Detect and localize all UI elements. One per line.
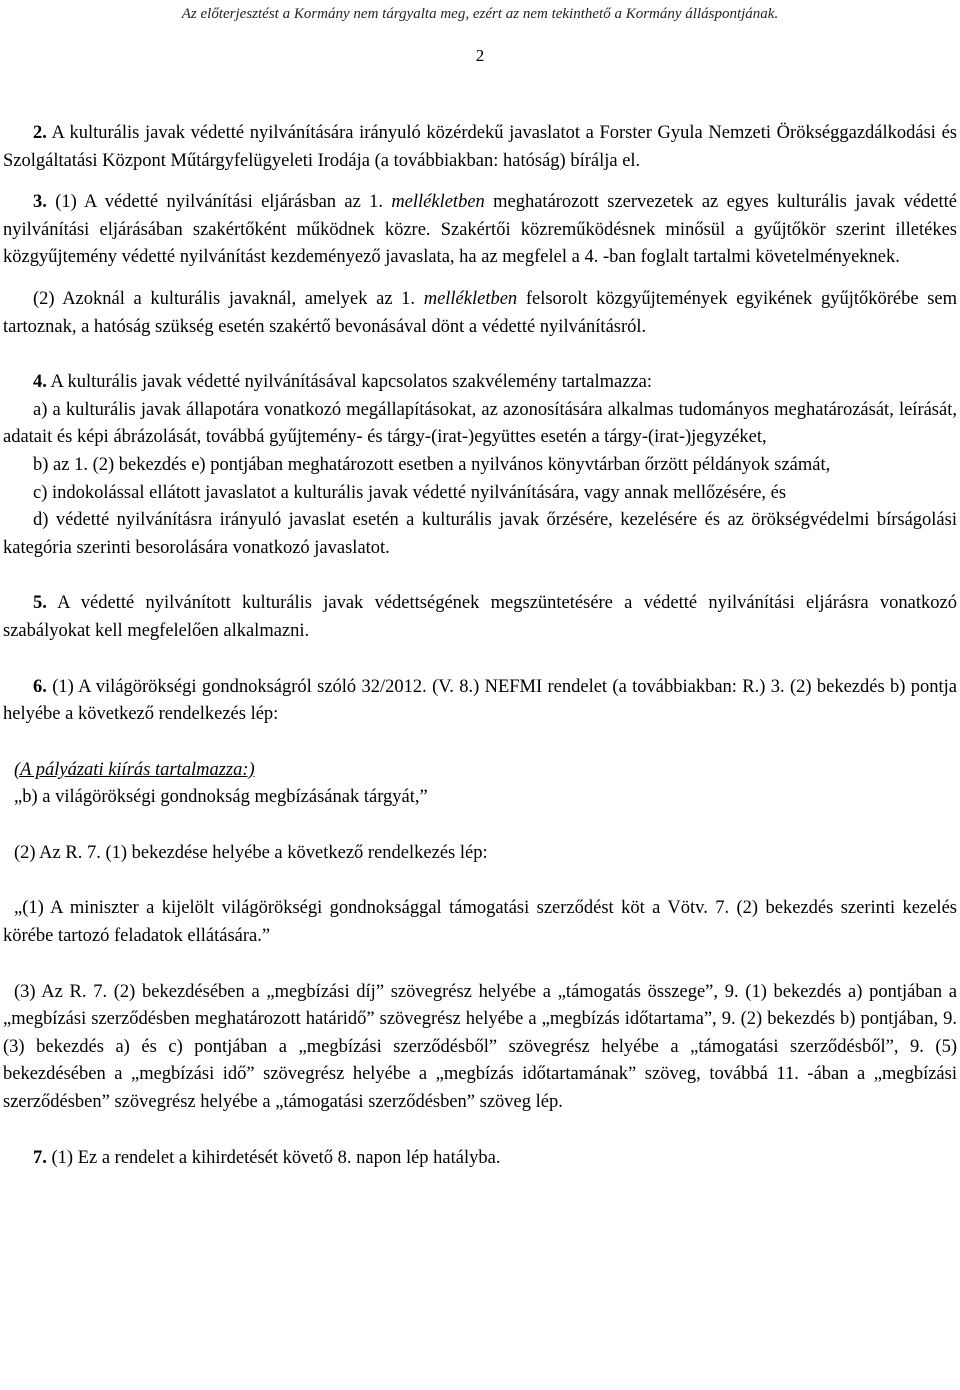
section-6-paragraph-2: (2) Az R. 7. (1) bekezdése helyébe a következő rendelkezés lép: <box>14 842 488 863</box>
section-number: 4. <box>33 372 47 393</box>
section-number: 2. <box>33 123 47 143</box>
section-text: A kulturális javak védetté nyilvánításával kapcsolatos szakvélemény tartalmazza: <box>46 372 653 393</box>
section-text: (1) Ez a rendelet a kihirdetését követő 8. napon lép hatályba. <box>46 1147 501 1168</box>
section-text: meghatározott szervezetek az egyes kulturális javak védetté nyilvánítási eljárásában szakértőként működnek közre. Szakértői közreműködésnek minősül a gyűjtőkör szerint illetékes közgyűjtemény védetté nyilvánítást kezdeményező javaslata, ha az megfelel a 4. -ban foglalt tartalmi követelményeknek. <box>3 192 957 268</box>
section-2 <box>3 120 957 175</box>
draft-disclaimer-header: Az előterjesztést a Kormány nem tárgyalta meg, ezért az nem tekinthető a Kormány álláspontjának. <box>181 6 779 22</box>
section-3-paragraph-2 <box>3 286 957 341</box>
section-6-context <box>3 757 957 785</box>
section-5 <box>3 590 957 645</box>
section-4-intro <box>3 369 957 397</box>
section-text: A kulturális javak védetté nyilvánítására irányuló közérdekű javaslatot a Forster Gyula Nemzeti Örökséggazdálkodási és Szolgáltatási Központ Műtárgyfelügyeleti Irodája (a továbbiakban: hatóság) bírálja el. <box>3 123 957 171</box>
section-6-paragraph-3: (3) Az R. 7. (2) bekezdésében a „megbízási díj” szövegrész helyébe a „támogatás összege”, 9. (1) bekezdés a) pontjában a „megbízási szerződésben meghatározott határidő” szövegrész helyébe a „megbízás időtartama”, 9. (2) bekezdés b) pontjában, 9. (3) bekezdés a) és c) pontjában a „megbízási szerződésből” szövegrész helyébe a „támogatási szerződésből”, 9. (5) bekezdésében a „megbízási idő” szövegrész helyébe a „megbízás időtartamának” szöveg, továbbá 11. -ában a „megbízási szerződésben” szövegrész helyébe a „támogatási szerződésben” szöveg lép. <box>3 981 957 1113</box>
section-6-quote-2: „(1) A miniszter a kijelölt világörökségi gondnoksággal támogatási szerződést köt a Vötv. 7. (2) bekezdés szerinti kezelés körébe tartozó feladatok ellátására.” <box>3 898 957 947</box>
section-text: (1) A védetté nyilvánítási eljárásban az 1. <box>46 192 392 213</box>
context-text: (A pályázati kiírás tartalmazza:) <box>14 759 255 780</box>
section-number: 5. <box>33 593 47 614</box>
section-text: (2) Azoknál a kulturális javaknál, amelyek az 1. <box>33 288 424 309</box>
section-4-point-c: c) indokolással ellátott javaslatot a kulturális javak védetté nyilvánítására, vagy annak mellőzésére, és <box>33 482 787 503</box>
section-text: (1) A világörökségi gondnokságról szóló 32/2012. (V. 8.) NEFMI rendelet (a továbbiakban: R.) 3. (2) bekezdés b) pontja helyébe a következő rendelkezés lép: <box>3 676 957 725</box>
section-6-quote-1: „b) a világörökségi gondnokság megbízásának tárgyát,” <box>14 787 428 808</box>
section-4-point-d: d) védetté nyilvánításra irányuló javaslat esetén a kulturális javak őrzésére, kezelésére és az örökségvédelmi bírságolási kategória szerinti besorolására vonatkozó javaslatot. <box>3 510 957 558</box>
section-7 <box>3 1145 957 1173</box>
section-number: 6. <box>33 676 47 697</box>
section-4-point-a: a) a kulturális javak állapotára vonatkozó megállapításokat, az azonosítására alkalmas tudományos meghatározását, leírását, adatait és képi ábrázolását, továbbá gyűjtemény- és tárgy-(irat-)együttes esetén a tárgy-(irat-)jegyzéket, <box>3 399 957 448</box>
section-text: A védetté nyilvánított kulturális javak védettségének megszüntetésére a védetté nyilvánítási eljárásra vonatkozó szabályokat kell megfelelően alkalmazni. <box>3 593 957 641</box>
page-number: 2 <box>475 46 485 65</box>
section-text: felsorolt közgyűjtemények egyikének gyűjtőkörébe sem tartoznak, a hatóság szükség esetén szakértő bevonásával dönt a védetté nyilvánításról. <box>3 288 957 337</box>
annex-reference: mellékletben <box>423 288 518 309</box>
annex-reference: mellékletben <box>391 192 485 213</box>
section-number: 3. <box>33 192 47 213</box>
section-4-point-b: b) az 1. (2) bekezdés e) pontjában meghatározott esetben a nyilvános könyvtárban őrzött példányok számát, <box>33 454 831 475</box>
section-6-paragraph-1 <box>3 674 957 729</box>
section-number: 7. <box>33 1147 47 1168</box>
section-3-paragraph-1 <box>3 189 957 272</box>
document-body <box>3 120 957 1172</box>
